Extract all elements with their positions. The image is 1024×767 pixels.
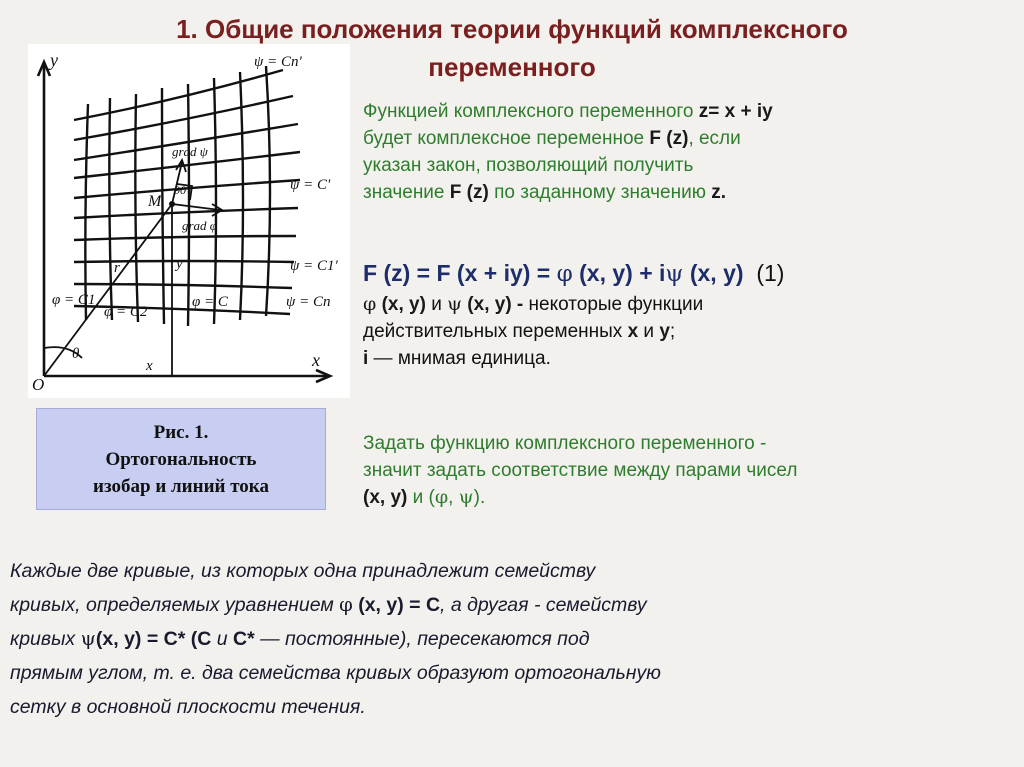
definition-text-2: будет комплексное переменное xyxy=(363,128,650,149)
bottom-psi: ψ xyxy=(80,627,96,650)
equation-rhs: (x, y) xyxy=(683,260,744,286)
label-grad-phi: grad φ xyxy=(182,218,218,233)
bottom-text-3e: — постоянные), пересекаются под xyxy=(254,628,590,650)
bottom-line-3 xyxy=(10,622,1010,656)
notes-line-1 xyxy=(363,291,1003,318)
psi-curve-8 xyxy=(74,261,294,262)
bottom-text-2c: , а другая - семейству xyxy=(440,594,647,616)
caption-line-3: изобар и линий тока xyxy=(93,476,269,497)
label-theta: θ xyxy=(72,346,80,362)
orthogonality-paragraph xyxy=(10,554,1010,724)
phi-curve-7 xyxy=(240,72,243,320)
notes-i: i xyxy=(363,348,369,369)
notes-line-3 xyxy=(363,345,1003,372)
correspondence-phi: φ xyxy=(434,486,449,508)
label-point-m: M xyxy=(148,193,162,210)
equation-lhs: F (z) = F (x + iy) = xyxy=(363,260,557,286)
bottom-line-2 xyxy=(10,588,1010,622)
label-angle: 90° xyxy=(174,183,191,197)
label-phi-c: φ = C xyxy=(192,294,228,310)
title-line-1: 1. Общие положения теории функций комплексного xyxy=(176,14,848,44)
notes-phi: φ xyxy=(363,293,377,315)
equation-number: (1) xyxy=(756,260,785,286)
phi-curve-6 xyxy=(214,78,216,324)
correspondence-comma: , xyxy=(448,487,459,508)
notes-text-1: некоторые функции xyxy=(523,294,704,315)
definition-fz-1: F (z) xyxy=(649,128,689,149)
phi-curve-5 xyxy=(188,84,189,326)
label-origin: O xyxy=(32,375,45,394)
definition-z-end: z. xyxy=(711,182,727,203)
label-y-axis: y xyxy=(50,50,58,70)
bottom-c-star: C* xyxy=(233,628,255,650)
definition-text-3: , если xyxy=(688,128,741,149)
notes-line-2 xyxy=(363,318,1003,345)
label-psi-cn: ψ = Cn xyxy=(286,294,331,310)
equation-mid: (x, y) + i xyxy=(572,260,666,286)
equation-1 xyxy=(363,256,1003,291)
caption-line-2: Ортогональность xyxy=(105,449,257,470)
equation-block xyxy=(363,256,1003,372)
definition-text-1: Функцией комплексного переменного xyxy=(363,101,699,122)
equation-phi: φ xyxy=(556,261,573,287)
bottom-psi-eq: (x, y) = C* xyxy=(95,628,186,650)
psi-curve-7 xyxy=(74,236,296,240)
label-r: r xyxy=(114,260,120,276)
correspondence-text-3: и ( xyxy=(407,487,435,508)
label-psi-cn-prime: ψ = Cn' xyxy=(254,54,302,70)
bottom-line-1: Каждые две кривые, из которых одна принадлежит семейству xyxy=(10,560,596,582)
figure-labels xyxy=(32,50,338,394)
notes-xy-2: (x, y) - xyxy=(462,294,524,315)
notes-x: x xyxy=(627,321,639,342)
notes-psi: ψ xyxy=(447,293,463,315)
bottom-phi-eq: (x, y) = C xyxy=(352,594,441,616)
psi-curve-9 xyxy=(74,284,292,288)
label-psi-c1-prime: ψ = C1' xyxy=(290,258,338,274)
correspondence-paragraph xyxy=(363,430,1003,511)
bottom-paren: ( xyxy=(185,628,198,650)
definition-text-4: указан закон, позволяющий получить xyxy=(363,155,694,176)
phi-curve-8 xyxy=(266,66,270,316)
correspondence-xy: (x, y) xyxy=(363,487,408,508)
bottom-line-4: прямым углом, т. е. два семейства кривых образуют ортогональную xyxy=(10,662,661,684)
psi-curve-2 xyxy=(74,96,293,140)
correspondence-text-4: ). xyxy=(473,487,486,508)
point-m-dot xyxy=(169,201,175,207)
psi-curve-6 xyxy=(74,208,298,218)
bottom-c: C xyxy=(197,628,212,650)
definition-paragraph xyxy=(363,98,983,206)
label-phi-c1: φ = C1 xyxy=(52,292,96,308)
definition-text-5: значение xyxy=(363,182,450,203)
notes-semicolon: ; xyxy=(669,321,676,342)
grid-diagram xyxy=(28,44,350,398)
phi-curve-1 xyxy=(85,104,88,320)
notes-y: y xyxy=(659,321,670,342)
correspondence-psi: ψ xyxy=(458,486,474,508)
label-y-inner: y xyxy=(176,256,183,272)
label-phi-c2: φ = C2 xyxy=(104,304,148,320)
notes-text-3: — мнимая единица. xyxy=(368,348,551,369)
label-x-inner: x xyxy=(146,358,153,374)
notes-and: и xyxy=(425,294,448,315)
bottom-line-5: сетку в основной плоскости течения. xyxy=(10,696,366,718)
definition-z: z= x + iy xyxy=(698,101,773,122)
title-line-2: переменного xyxy=(428,52,596,82)
label-grad-psi: grad ψ xyxy=(172,144,208,159)
caption-line-1: Рис. 1. xyxy=(153,422,209,443)
radius-line xyxy=(44,204,172,376)
correspondence-text-2: значит задать соответствие между парами чисел xyxy=(363,460,798,481)
notes-xy-1: (x, y) xyxy=(376,294,426,315)
bottom-phi: φ xyxy=(339,593,353,616)
psi-curve-1 xyxy=(74,70,283,120)
label-x-axis: x xyxy=(312,350,320,370)
definition-text-6: по заданному значению xyxy=(488,182,712,203)
orthogonal-grid-figure xyxy=(28,44,350,398)
equation-psi: ψ xyxy=(665,261,684,287)
notes-and-2: и xyxy=(638,321,660,342)
bottom-text-3a: кривых xyxy=(10,628,81,650)
bottom-text-2a: кривых, определяемых уравнением xyxy=(10,594,340,616)
correspondence-text-1: Задать функцию комплексного переменного - xyxy=(363,433,767,454)
definition-fz-2: F (z) xyxy=(449,182,489,203)
bottom-and: и xyxy=(211,628,234,650)
figure-caption xyxy=(36,408,326,510)
label-psi-c-prime: ψ = C' xyxy=(290,177,331,193)
notes-text-2: действительных переменных xyxy=(363,321,628,342)
